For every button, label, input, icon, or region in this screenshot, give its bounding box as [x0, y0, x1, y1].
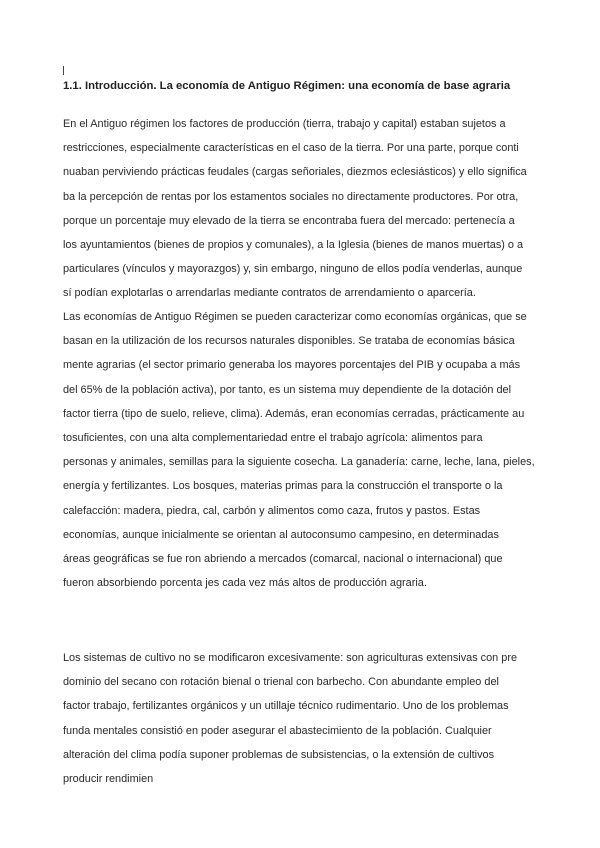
text-line: basan en la utilización de los recursos naturales disponibles. Se trataba de economías básica: [63, 335, 515, 348]
text-line: fueron absorbiendo porcenta jes cada vez más altos de producción agraria.: [63, 577, 427, 590]
text-line: particulares (vínculos y mayorazgos) y, sin embargo, ninguno de ellos podía venderlas, aunque: [63, 263, 523, 276]
text-line: sí podían explotarlas o arrendarlas mediante contratos de arrendamiento o aparcería.: [63, 287, 476, 300]
text-line: personas y animales, semillas para la siguiente cosecha. La ganadería: carne, leche, lana, pieles,: [63, 456, 535, 469]
text-line: En el Antiguo régimen los factores de producción (tierra, trabajo y capital) estaban sujetos a: [63, 118, 506, 130]
text-line: factor trabajo, fertilizantes orgánicos y un utillaje técnico rudimentario. Uno de los problemas: [63, 700, 509, 713]
text-line: energía y fertilizantes. Los bosques, materias primas para la construcción el transporte o la: [63, 480, 503, 493]
text-line: porque un porcentaje muy elevado de la tierra se encontraba fuera del mercado: pertenecía a: [63, 214, 515, 227]
text-line: calefacción: madera, piedra, cal, carbón y alimentos como caza, frutos y pastos. Estas: [63, 504, 481, 517]
text-line: tosuficientes, con una alta complementariedad entre el trabajo agrícola: alimentos para: [63, 431, 483, 444]
text-line: áreas geográficas se fue ron abriendo a mercados (comarcal, nacional o internacional) que: [63, 552, 503, 565]
text-line: ba la percepción de rentas por los estamentos sociales no directamente productores. Por otra,: [63, 190, 519, 203]
text-line: del 65% de la población activa), por tanto, es un sistema muy dependiente de la dotación del: [63, 383, 512, 396]
text-line: producir rendimien: [63, 772, 154, 785]
paragraph-1: [63, 112, 553, 306]
text-line: economías, aunque inicialmente se orientan al autoconsumo campesino, en determinadas: [63, 528, 499, 541]
text-line: funda mentales consistió en poder asegurar el abastecimiento de la población. Cualquier: [63, 724, 492, 737]
text-line: factor tierra (tipo de suelo, relieve, clima). Además, eran economías cerradas, prácticamente au: [63, 407, 525, 420]
text-line: alteración del clima podía suponer problemas de subsistencias, o la extensión de cultivos: [63, 748, 495, 761]
text-line: nuaban perviviendo prácticas feudales (cargas señoriales, diezmos eclesiásticos) y ello significa: [63, 166, 527, 179]
text-cursor: [63, 66, 64, 75]
paragraph-2: [63, 305, 553, 595]
paragraph-3: [63, 646, 553, 791]
text-line: dominio del secano con rotación bienal o trienal con barbecho. Con abundante empleo del: [63, 676, 499, 689]
text-line: los ayuntamientos (bienes de propios y comunales), a la Iglesia (bienes de manos muertas) o a: [63, 238, 524, 251]
text-line: mente agrarias (el sector primario generaba los mayores porcentajes del PIB y ocupaba a más: [63, 359, 521, 372]
text-line: Los sistemas de cultivo no se modificaron excesivamente: son agriculturas extensivas con pre: [63, 652, 517, 664]
text-line: restricciones, especialmente características en el caso de la tierra. Por una parte, porque conti: [63, 142, 519, 155]
section-heading: 1.1. Introducción. La economía de Antiguo Régimen: una economía de base agraria: [63, 80, 511, 92]
text-line: Las economías de Antiguo Régimen se pueden caracterizar como economías orgánicas, que se: [63, 311, 527, 323]
